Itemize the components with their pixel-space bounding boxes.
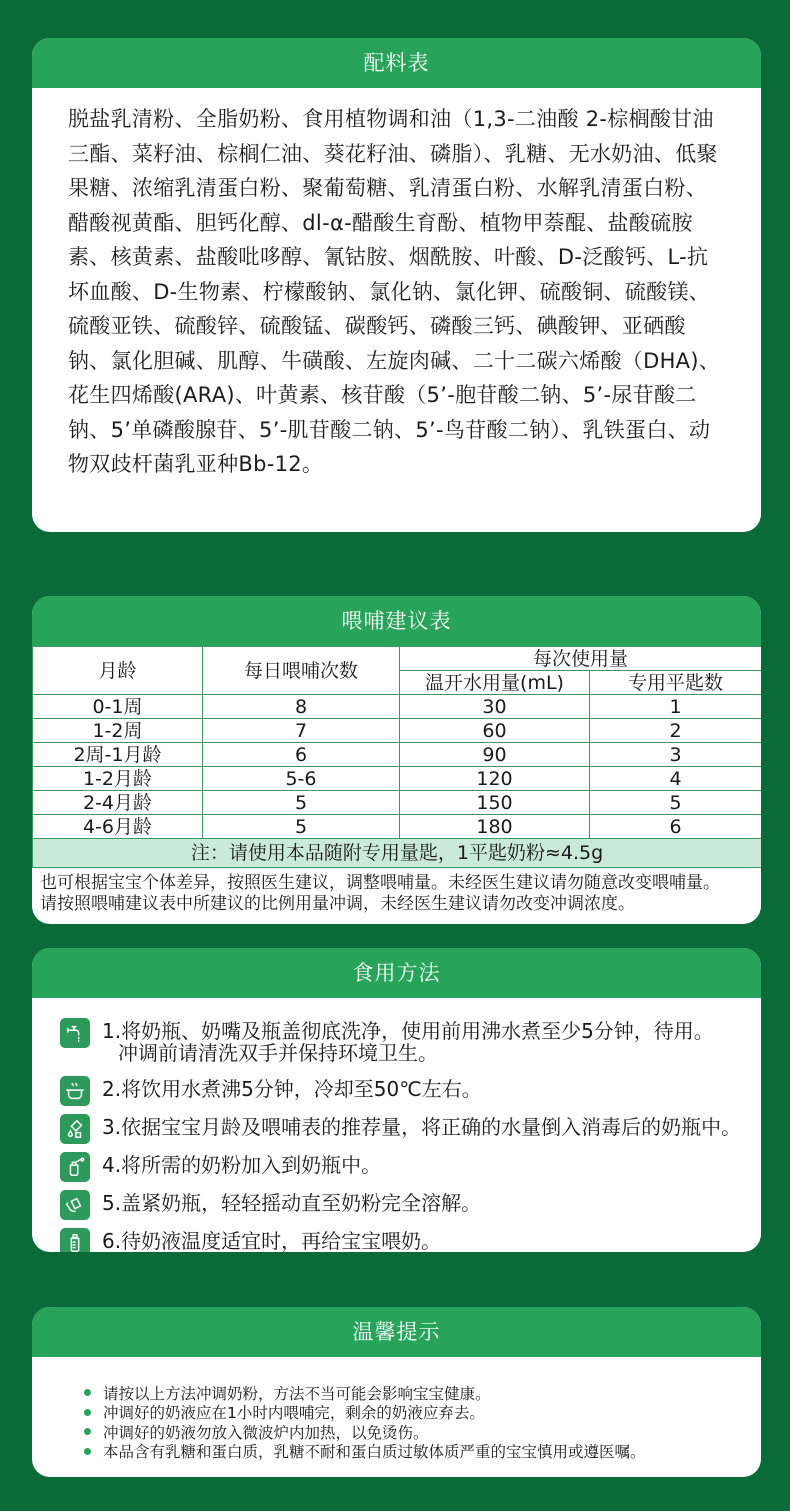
- list-item: [84, 1383, 761, 1403]
- cell-age: 4-6月龄: [33, 815, 203, 839]
- cell-age: 1-2周: [33, 719, 203, 743]
- cell-spoons: 5: [590, 791, 762, 815]
- feeding-table: [32, 646, 761, 868]
- cell-age: 0-1周: [33, 695, 203, 719]
- faucet-icon: [60, 1018, 90, 1048]
- usage-step-text: 6.待奶液温度适宜时，再给宝宝喂奶。: [102, 1229, 442, 1252]
- tip-text: 本品含有乳糖和蛋白质，乳糖不耐和蛋白质过敏体质严重的宝宝慎用或遵医嘱。: [103, 1443, 646, 1462]
- ingredients-title: 配料表: [32, 38, 761, 88]
- table-row: [33, 767, 762, 791]
- header-spoons: 专用平匙数: [590, 671, 762, 695]
- usage-step-text-2: 冲调前请清洗双手并保持环境卫生。: [118, 1041, 438, 1065]
- cell-spoons: 3: [590, 743, 762, 767]
- pour-water-icon: [60, 1114, 90, 1144]
- cell-water: 60: [400, 719, 590, 743]
- usage-step-5: [60, 1190, 761, 1228]
- usage-step-2: [60, 1076, 761, 1114]
- usage-card: [32, 948, 761, 1252]
- cell-spoons: 1: [590, 695, 762, 719]
- feeding-card: [32, 596, 761, 924]
- boiling-pot-icon: [60, 1076, 90, 1106]
- tip-text: 冲调好的奶液勿放入微波炉内加热，以免烫伤。: [103, 1423, 429, 1442]
- usage-step-text: 2.将饮用水煮沸5分钟，冷却至50℃左右。: [102, 1077, 482, 1101]
- tips-title: 温馨提示: [32, 1307, 761, 1357]
- header-times: 每日喂哺次数: [203, 647, 400, 695]
- table-row: [33, 695, 762, 719]
- bullet-icon: [84, 1409, 91, 1416]
- usage-step-text: 4.将所需的奶粉加入到奶瓶中。: [102, 1153, 382, 1177]
- tips-card: [32, 1307, 761, 1477]
- cell-water: 150: [400, 791, 590, 815]
- shake-bottle-icon: [60, 1190, 90, 1220]
- header-per-use: 每次使用量: [400, 647, 762, 671]
- baby-bottle-icon: [60, 1228, 90, 1252]
- cell-times: 7: [203, 719, 400, 743]
- usage-title: 食用方法: [32, 948, 761, 998]
- cell-times: 5-6: [203, 767, 400, 791]
- cell-times: 6: [203, 743, 400, 767]
- cell-age: 1-2月龄: [33, 767, 203, 791]
- usage-step-text: 5.盖紧奶瓶，轻轻摇动直至奶粉完全溶解。: [102, 1191, 482, 1215]
- cell-water: 30: [400, 695, 590, 719]
- table-row: [33, 815, 762, 839]
- cell-water: 180: [400, 815, 590, 839]
- usage-step-1: [60, 1018, 761, 1076]
- cell-times: 8: [203, 695, 400, 719]
- tip-text: 冲调好的奶液应在1小时内喂哺完，剩余的奶液应弃去。: [103, 1404, 485, 1423]
- list-item: [84, 1422, 761, 1442]
- header-water: 温开水用量(mL): [400, 671, 590, 695]
- table-row: [33, 791, 762, 815]
- bullet-icon: [84, 1389, 91, 1396]
- scoop-powder-icon: [60, 1152, 90, 1182]
- usage-step-6: [60, 1228, 761, 1252]
- table-row: [33, 743, 762, 767]
- list-item: [84, 1442, 761, 1462]
- cell-age: 2-4月龄: [33, 791, 203, 815]
- tip-text: 请按以上方法冲调奶粉，方法不当可能会影响宝宝健康。: [103, 1384, 491, 1403]
- usage-step-3: [60, 1114, 761, 1152]
- usage-step-4: [60, 1152, 761, 1190]
- cell-water: 120: [400, 767, 590, 791]
- cell-times: 5: [203, 815, 400, 839]
- list-item: [84, 1403, 761, 1423]
- ingredients-card: [32, 38, 761, 532]
- cell-spoons: 2: [590, 719, 762, 743]
- feeding-advice-2: 请按照喂哺建议表中所建议的比例用量冲调，未经医生建议请勿改变冲调浓度。: [40, 894, 635, 914]
- cell-spoons: 6: [590, 815, 762, 839]
- feeding-advice-1: 也可根据宝宝个体差异，按照医生建议，调整喂哺量。未经医生建议请勿随意改变喂哺量。: [40, 873, 720, 893]
- table-row: [33, 719, 762, 743]
- cell-age: 2周-1月龄: [33, 743, 203, 767]
- feeding-title: 喂哺建议表: [32, 596, 761, 646]
- cell-water: 90: [400, 743, 590, 767]
- usage-step-text: 3.依据宝宝月龄及喂哺表的推荐量，将正确的水量倒入消毒后的奶瓶中。: [102, 1115, 742, 1139]
- cell-spoons: 4: [590, 767, 762, 791]
- ingredients-text: 脱盐乳清粉、全脂奶粉、食用植物调和油（1,3-二油酸 2-棕榈酸甘油三酯、菜籽油、棕榈仁油、葵花籽油、磷脂）、乳糖、无水奶油、低聚果糖、浓缩乳清蛋白粉、聚葡萄糖、乳清蛋白粉、水解乳清蛋白粉、醋酸视黄酯、胆钙化醇、dl-α-醋酸生育酚、植物甲萘醌、盐酸硫胺素、核黄素、盐酸吡哆醇、氰钴胺、烟酰胺、叶酸、D-泛酸钙、L-抗坏血酸、D-生物素、柠檬酸钠、氯化钠、氯化钾、硫酸铜、硫酸镁、硫酸亚铁、硫酸锌、硫酸锰、碳酸钙、磷酸三钙、碘酸钾、亚硒酸钠、氯化胆碱、肌醇、牛磺酸、左旋肉碱、二十二碳六烯酸（DHA)、花生四烯酸(ARA)、叶黄素、核苷酸（5’-胞苷酸二钠、5’-尿苷酸二钠、5’单磷酸腺苷、5’-肌苷酸二钠、5’-鸟苷酸二钠）、乳铁蛋白、动物双歧杆菌乳亚种Bb-12。: [68, 107, 721, 476]
- bullet-icon: [84, 1448, 91, 1455]
- usage-step-text: 1.将奶瓶、奶嘴及瓶盖彻底洗净，使用前用沸水煮至少5分钟，待用。: [102, 1019, 714, 1043]
- header-age: 月龄: [33, 647, 203, 695]
- scoop-note: 注：请使用本品随附专用量匙，1平匙奶粉≈4.5g: [33, 839, 762, 868]
- bullet-icon: [84, 1428, 91, 1435]
- cell-times: 5: [203, 791, 400, 815]
